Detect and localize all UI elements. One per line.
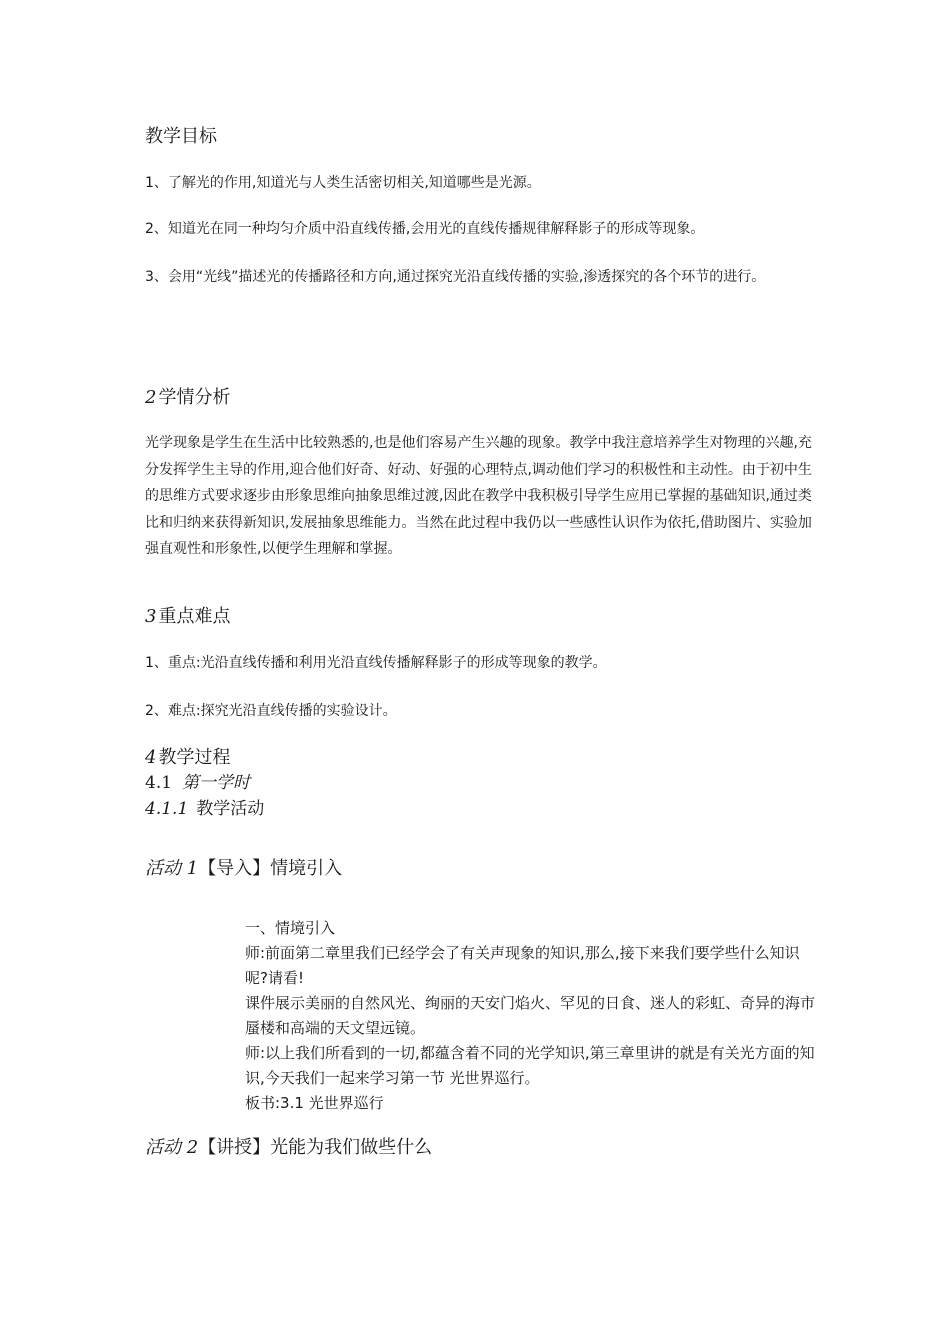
- key-point-item-1: 1、重点:光沿直线传播和利用光沿直线传播解释影子的形成等现象的教学。: [145, 655, 607, 671]
- activity-label: 活动 2: [145, 1137, 199, 1158]
- section-number: 4: [145, 747, 157, 768]
- goal-item-3: 3、会用“光线”描述光的传播路径和方向,通过探究光沿直线传播的实验,渗透探究的各个环节的进行。: [145, 269, 766, 285]
- activity-1-heading: [145, 856, 342, 882]
- subsection-first-lesson: [145, 771, 250, 795]
- activity-label: 活动 1: [145, 858, 199, 879]
- activity-1-line: 师:以上我们所看到的一切,都蕴含着不同的光学知识,第三章里讲的就是有关光方面的知识,今天我们一起来学习第一节 光世界巡行。: [245, 1044, 815, 1087]
- activity-title: 【讲授】光能为我们做些什么: [198, 1137, 433, 1158]
- section-number: 3: [145, 606, 157, 627]
- subsection-title: 第一学时: [182, 773, 251, 793]
- subsection-teaching-activities: [145, 797, 264, 821]
- section-title-student-analysis: [145, 385, 230, 411]
- activity-title: 【导入】情境引入: [198, 858, 343, 879]
- activity-1-line: 一、情境引入: [245, 919, 336, 937]
- subsection-number: 4.1.1: [145, 799, 189, 819]
- subsection-title: 教学活动: [196, 799, 265, 819]
- activity-2-heading: [145, 1135, 432, 1161]
- section-title-teaching-process: [145, 745, 230, 771]
- section-number: 2: [145, 387, 157, 408]
- student-analysis-body: 光学现象是学生在生活中比较熟悉的,也是他们容易产生兴趣的现象。教学中我注意培养学生对物理的兴趣,充分发挥学生主导的作用,迎合他们好奇、好动、好强的心理特点,调动他们学习的积极性和主动性。由于初中生的思维方式要求逐步由形象思维向抽象思维过渡,因此在教学中我积极引导学生应用已掌握的基础知识,通过类比和归纳来获得新知识,发展抽象思维能力。当然在此过程中我仍以一些感性认识作为依托,借助图片、实验加强直观性和形象性,以便学生理解和掌握。: [145, 435, 812, 558]
- section-title-text: 重点难点: [158, 606, 231, 627]
- activity-1-line: 师:前面第二章里我们已经学会了有关声现象的知识,那么,接下来我们要学些什么知识呢?请看!: [245, 944, 800, 987]
- section-title-text: 学情分析: [158, 387, 231, 408]
- section-title-teaching-goals: 教学目标: [145, 126, 217, 147]
- subsection-number: 4.1: [145, 773, 173, 793]
- key-point-item-2: 2、难点:探究光沿直线传播的实验设计。: [145, 703, 397, 719]
- activity-1-line: 板书:3.1 光世界巡行: [245, 1094, 384, 1112]
- activity-1-line: 课件展示美丽的自然风光、绚丽的天安门焰火、罕见的日食、迷人的彩虹、奇异的海市蜃楼和高端的天文望远镜。: [245, 994, 816, 1037]
- goal-item-1: 1、了解光的作用,知道光与人类生活密切相关,知道哪些是光源。: [145, 175, 541, 191]
- section-title-text: 教学过程: [158, 747, 231, 768]
- goal-item-2: 2、知道光在同一种均匀介质中沿直线传播,会用光的直线传播规律解释影子的形成等现象。: [145, 221, 705, 237]
- section-title-key-points: [145, 604, 230, 630]
- activity-1-content: [245, 916, 815, 1116]
